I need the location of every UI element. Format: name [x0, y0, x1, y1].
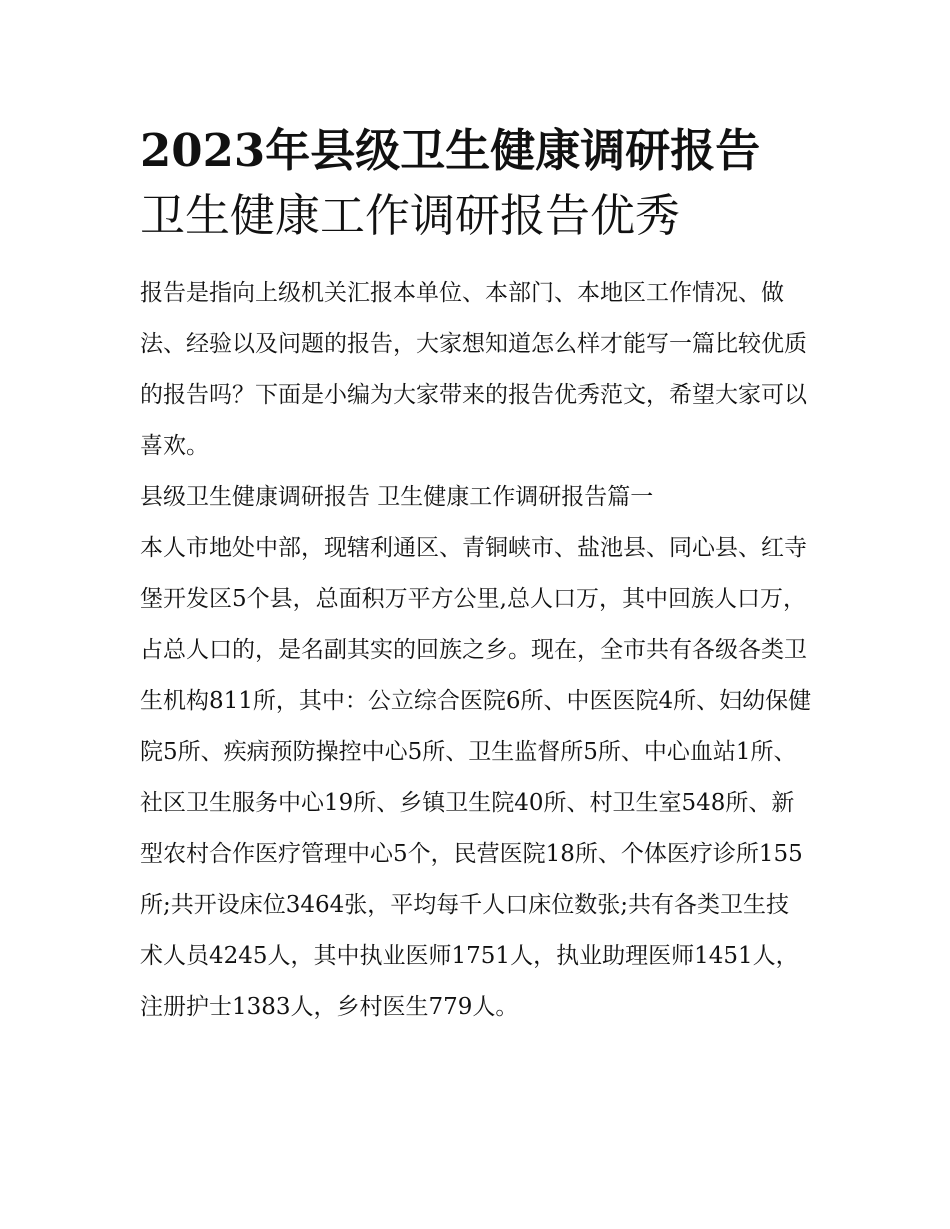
- section-heading: 县级卫生健康调研报告 卫生健康工作调研报告篇一: [140, 484, 654, 510]
- intro-paragraph: 报告是指向上级机关汇报本单位、本部门、本地区工作情况、做法、经验以及问题的报告，大家想知道怎么样才能写一篇比较优质的报告吗？下面是小编为大家带来的报告优秀范文，希望大家可以喜欢。: [140, 280, 807, 459]
- document-title: [140, 118, 812, 248]
- document-body: [140, 268, 812, 1033]
- title-line-2: 卫生健康工作调研报告优秀: [140, 189, 681, 242]
- document-content: [140, 118, 812, 1033]
- title-line-1: 2023年县级卫生健康调研报告: [140, 124, 761, 177]
- body-paragraph: 本人市地处中部，现辖利通区、青铜峡市、盐池县、同心县、红寺堡开发区5个县，总面积万平方公里,总人口万，其中回族人口万，占总人口的，是名副其实的回族之乡。现在，全市共有各级各类卫生机构811所，其中：公立综合医院6所、中医医院4所、妇幼保健院5所、疾病预防操控中心5所、卫生监督所5所、中心血站1所、社区卫生服务中心19所、乡镇卫生院40所、村卫生室548所、新型农村合作医疗管理中心5个，民营医院18所、个体医疗诊所155所;共开设床位3464张，平均每千人口床位数张;共有各类卫生技术人员4245人，其中执业医师1751人，执业助理医师1451人，注册护士1383人，乡村医生779人。: [140, 535, 812, 1020]
